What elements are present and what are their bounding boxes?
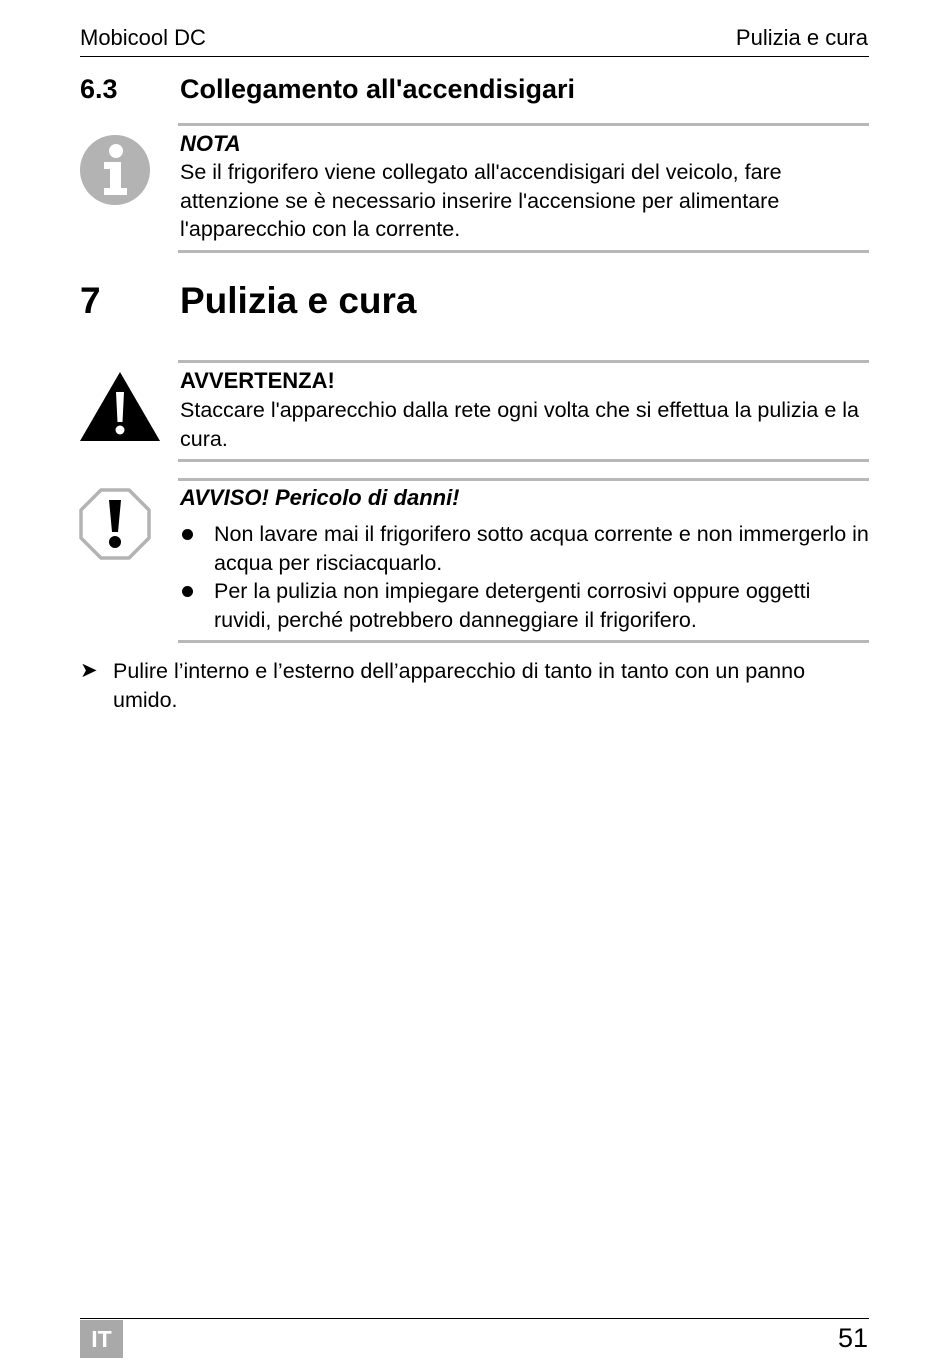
notice-title: AVVISO! Pericolo di danni! [180,485,460,510]
note-text: Se il frigorifero viene collegato all'accendisigari del veicolo, fare attenzione se è necessario inserire l'accensione per alimentare l'apparecchio con la corrente. [180,160,782,241]
notice-list [180,520,870,634]
warning-bottom-rule [178,459,869,462]
info-icon [79,134,151,206]
note-top-rule [178,123,869,126]
list-item: Non lavare mai il frigorifero sotto acqua corrente e non immergerlo in acqua per risciacquarlo. [180,520,870,577]
page-number: 51 [837,1323,868,1353]
chapter-title: Pulizia e cura [180,280,417,321]
warning-triangle-icon [79,370,161,442]
notice-top-rule [178,478,869,481]
footer-divider [80,1318,869,1319]
note-title: NOTA [180,131,241,156]
header-divider [80,56,869,57]
warning-title: AVVERTENZA! [180,368,335,393]
header-chapter-name: Pulizia e cura [735,25,868,50]
section-number: 6.3 [80,74,118,104]
octagon-exclamation-icon [79,488,151,560]
section-title: Collegamento all'accendisigari [180,74,576,104]
chapter-number: 7 [80,280,101,321]
warning-text: Staccare l'apparecchio dalla rete ogni volta che si effettua la pulizia e la cura. [180,398,859,451]
instruction-text: Pulire l’interno e l’esterno dell’apparecchio di tanto in tanto con un panno umido. [113,659,806,712]
list-item: Per la pulizia non impiegare detergenti corrosivi oppure oggetti ruvidi, perché potrebbero danneggiare il frigorifero. [180,577,870,634]
instruction-step [80,657,870,714]
warning-top-rule [178,360,869,363]
note-bottom-rule [178,250,869,253]
header-product-name: Mobicool DC [80,25,206,50]
arrow-right-icon: ➤ [80,659,98,682]
language-badge: IT [80,1320,123,1358]
notice-bottom-rule [178,640,869,643]
